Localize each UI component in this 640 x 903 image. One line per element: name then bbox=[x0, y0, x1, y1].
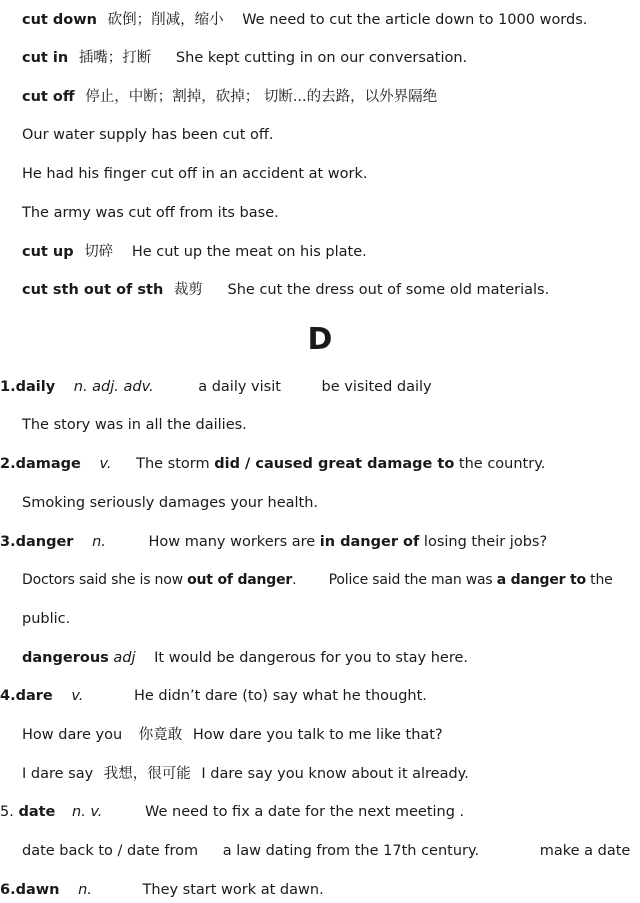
example-line: He had his finger cut off in an accident at work. bbox=[22, 166, 368, 182]
example-line: The army was cut off from its base. bbox=[22, 205, 279, 221]
part-of-speech: adj bbox=[113, 650, 136, 666]
entry-example-bold: did / caused great damage to bbox=[214, 456, 455, 472]
entry-example: They start work at dawn. bbox=[142, 882, 324, 898]
phrase-line bbox=[22, 762, 469, 786]
part-of-speech: v. bbox=[99, 456, 112, 472]
entry-example: He didn’t dare (to) say what he thought. bbox=[133, 688, 427, 704]
phrase-chinese: 停止，中断；割掉，砍掉； 切断...的去路，以外界隔绝 bbox=[85, 89, 438, 105]
example-pre: Police said the man was bbox=[328, 572, 497, 588]
example-pre: Doctors said she is now bbox=[22, 572, 188, 588]
phrase-example: She cut the dress out of some old materials. bbox=[227, 282, 550, 298]
part-of-speech: n. v. bbox=[72, 804, 103, 820]
entry-example-pre: The storm bbox=[136, 456, 215, 472]
phrase-chinese: 我想，很可能 bbox=[103, 766, 191, 782]
phrase-example: He cut up the meat on his plate. bbox=[131, 244, 367, 260]
phrase-line bbox=[22, 723, 443, 747]
example-bold: a danger to bbox=[496, 572, 586, 588]
derivative-line bbox=[22, 646, 468, 670]
phrase-line bbox=[22, 839, 630, 863]
phrase-term: cut down bbox=[22, 12, 97, 28]
entry-example-pre: How many workers are bbox=[148, 534, 320, 550]
example-line: The story was in all the dailies. bbox=[22, 417, 247, 433]
example-line: Smoking seriously damages your health. bbox=[22, 495, 319, 511]
entry-dare bbox=[0, 684, 427, 708]
phrase-line-cut-up bbox=[22, 240, 367, 264]
example-line: public. bbox=[22, 611, 71, 627]
phrase-term: cut sth out of sth bbox=[22, 282, 164, 298]
phrase-chinese: 你竟敢 bbox=[138, 727, 183, 743]
derivative-word: dangerous bbox=[22, 650, 109, 666]
phrase-term: cut in bbox=[22, 50, 69, 66]
entry-headword: 2.damage bbox=[0, 456, 81, 472]
phrase-example: I dare say you know about it already. bbox=[201, 766, 469, 782]
phrase-chinese: 插嘴；打断 bbox=[78, 50, 152, 66]
phrase-chinese: 砍倒；削减，缩小 bbox=[107, 12, 224, 28]
entry-number: 5. bbox=[0, 804, 14, 820]
part-of-speech: v. bbox=[71, 688, 84, 704]
phrase-chinese: 裁剪 bbox=[173, 282, 203, 298]
example-post: . bbox=[292, 572, 297, 588]
phrase-term: How dare you bbox=[22, 727, 123, 743]
entry-headword: 4.dare bbox=[0, 688, 53, 704]
example-bold: out of danger bbox=[187, 572, 293, 588]
phrase-term: cut off bbox=[22, 89, 75, 105]
entry-example: be visited daily bbox=[321, 379, 432, 395]
entry-daily bbox=[0, 375, 432, 399]
section-heading: D bbox=[307, 322, 333, 357]
entry-example-bold: in danger of bbox=[319, 534, 420, 550]
entry-damage bbox=[0, 452, 545, 476]
phrase-example: She kept cutting in on our conversation. bbox=[175, 50, 468, 66]
phrase-example: How dare you talk to me like that? bbox=[192, 727, 443, 743]
example-line: Our water supply has been cut off. bbox=[22, 127, 274, 143]
example-post: the bbox=[585, 572, 613, 588]
phrase-term: cut up bbox=[22, 244, 74, 260]
derivative-example: It would be dangerous for you to stay here. bbox=[154, 650, 469, 666]
phrase-line-cut-down bbox=[22, 8, 587, 32]
example-line bbox=[22, 568, 613, 592]
phrase-term: I dare say bbox=[22, 766, 94, 782]
entry-example: We need to fix a date for the next meeting . bbox=[145, 804, 465, 820]
entry-headword: 6.dawn bbox=[0, 882, 60, 898]
entry-example: a daily visit bbox=[198, 379, 281, 395]
phrase-line-cut-out-of bbox=[22, 278, 549, 302]
phrase-chinese: 切碎 bbox=[84, 244, 114, 260]
entry-dawn bbox=[0, 878, 324, 902]
part-of-speech: n. adj. adv. bbox=[73, 379, 154, 395]
entry-headword: 3.danger bbox=[0, 534, 74, 550]
phrase-example: a law dating from the 17th century. bbox=[222, 843, 480, 859]
part-of-speech: n. bbox=[78, 882, 92, 898]
entry-headword: 1.daily bbox=[0, 379, 56, 395]
phrase-line-cut-off bbox=[22, 85, 437, 109]
entry-headword: date bbox=[18, 804, 56, 820]
phrase-line-cut-in bbox=[22, 46, 467, 70]
entry-danger bbox=[0, 530, 547, 554]
phrase-example: We need to cut the article down to 1000 words. bbox=[242, 12, 588, 28]
phrase-term: make a date bbox=[539, 843, 631, 859]
phrase-term: date back to / date from bbox=[22, 843, 199, 859]
entry-example-post: the country. bbox=[454, 456, 546, 472]
entry-example-post: losing their jobs? bbox=[419, 534, 548, 550]
part-of-speech: n. bbox=[92, 534, 106, 550]
entry-date bbox=[0, 800, 464, 824]
